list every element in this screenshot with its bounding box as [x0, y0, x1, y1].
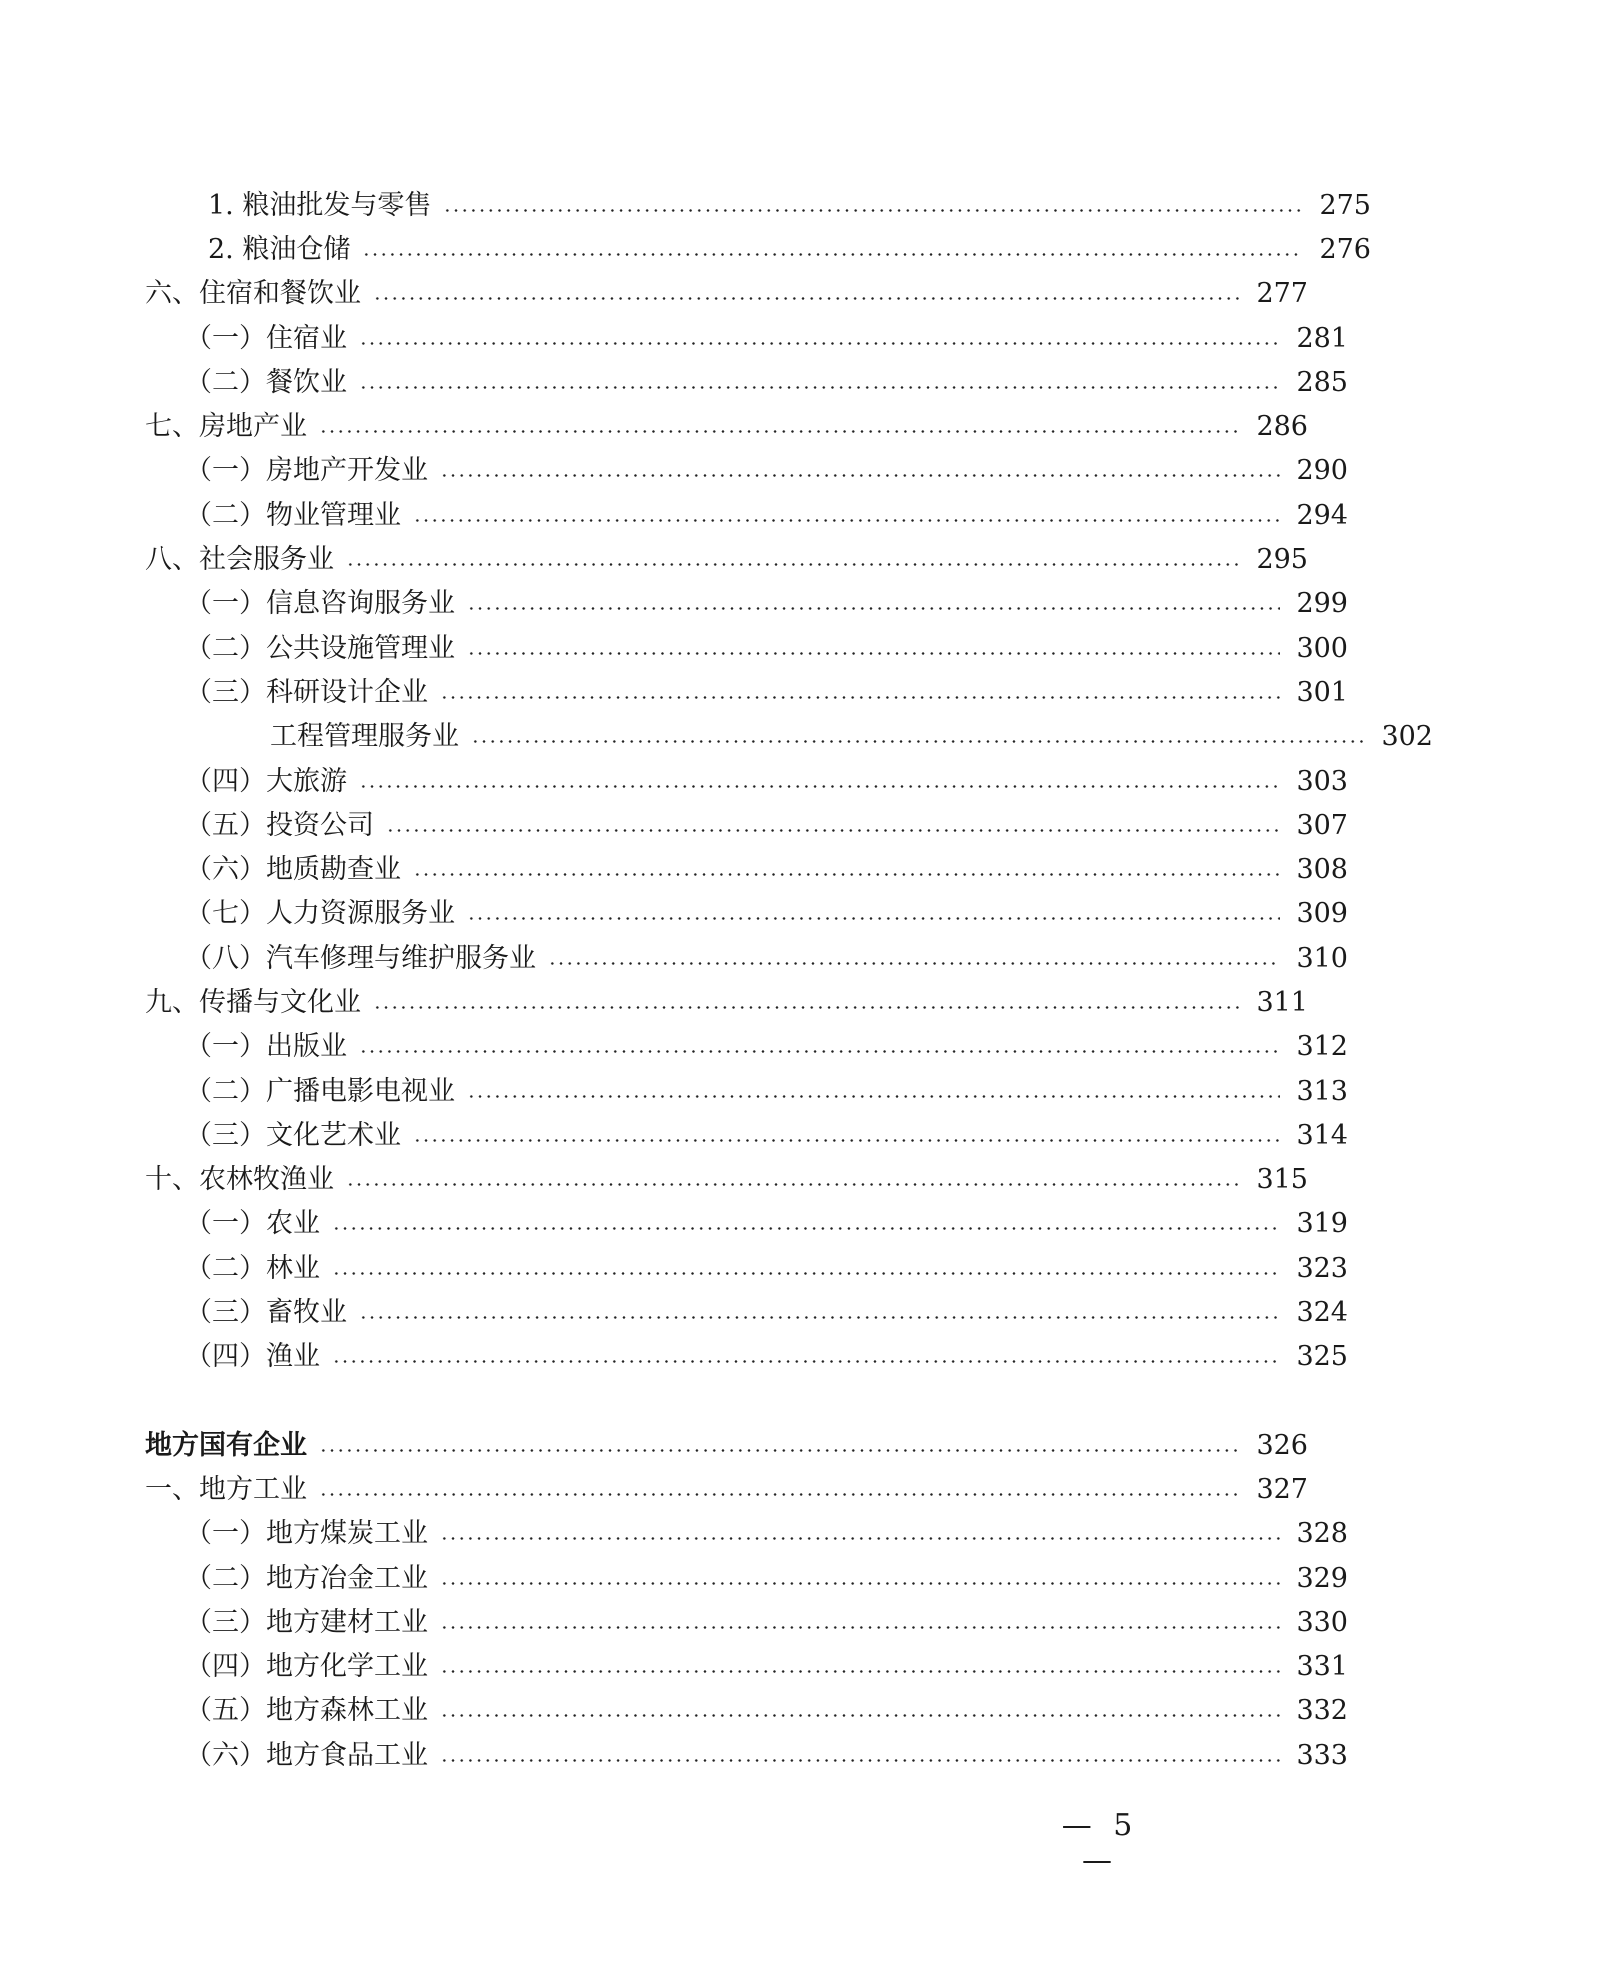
toc-entry[interactable]	[0, 936, 1513, 980]
toc-entry-title: （二）公共设施管理业	[185, 632, 455, 664]
toc-entry-title: （三）地方建材工业	[185, 1606, 428, 1638]
toc-entry-title: （一）农业	[185, 1208, 320, 1240]
toc-entry[interactable]	[0, 1467, 1473, 1511]
toc-entry-page-number: 325	[1296, 1341, 1348, 1373]
dot-leader	[359, 785, 1280, 788]
toc-entry-title: 地方国有企业	[145, 1429, 307, 1461]
dot-leader	[319, 1493, 1240, 1496]
dot-leader	[440, 474, 1280, 477]
toc-entry[interactable]	[0, 847, 1513, 891]
dot-leader	[443, 209, 1303, 212]
dot-leader	[440, 1537, 1280, 1540]
toc-entry[interactable]	[0, 1246, 1513, 1290]
toc-entry-page-number: 303	[1296, 765, 1348, 797]
toc-entry-page-number: 290	[1296, 455, 1348, 487]
toc-entry[interactable]	[0, 803, 1513, 847]
toc-entry-page-number: 277	[1256, 278, 1308, 310]
toc-entry-title: 一、地方工业	[145, 1473, 307, 1505]
toc-entry[interactable]	[0, 493, 1513, 537]
dot-leader	[319, 430, 1240, 433]
toc-entry-title: （五）投资公司	[185, 809, 374, 841]
toc-entry-page-number: 326	[1256, 1429, 1308, 1461]
page-number: — 5 —	[1061, 1808, 1139, 1878]
toc-entry-title: （二）地方冶金工业	[185, 1562, 428, 1594]
toc-entry-page-number: 329	[1296, 1562, 1348, 1594]
toc-entry-page-number: 323	[1296, 1252, 1348, 1284]
dot-leader	[332, 1227, 1280, 1230]
toc-entry[interactable]	[0, 715, 1598, 759]
toc-entry[interactable]	[0, 980, 1473, 1024]
toc-entry-page-number: 307	[1296, 809, 1348, 841]
toc-entry[interactable]	[0, 360, 1513, 404]
toc-entry-title: 2. 粮油仓储	[208, 233, 351, 265]
toc-entry-page-number: 328	[1296, 1518, 1348, 1550]
toc-entry-page-number: 324	[1296, 1297, 1348, 1329]
dot-leader	[413, 1139, 1280, 1142]
toc-entry[interactable]	[0, 1689, 1513, 1733]
toc-entry[interactable]	[0, 892, 1513, 936]
toc-entry[interactable]	[0, 1202, 1513, 1246]
toc-entry-title: （四）渔业	[185, 1341, 320, 1373]
toc-entry-title: （八）汽车修理与维护服务业	[185, 942, 536, 974]
toc-entry-title: 六、住宿和餐饮业	[145, 278, 361, 310]
toc-entry-title: （一）信息咨询服务业	[185, 588, 455, 620]
toc-entry[interactable]	[0, 537, 1473, 581]
toc-entry-page-number: 286	[1256, 411, 1308, 443]
toc-entry-title: 八、社会服务业	[145, 544, 334, 576]
toc-entry-page-number: 302	[1381, 721, 1433, 753]
toc-entry[interactable]	[0, 1556, 1513, 1600]
toc-entry[interactable]	[0, 670, 1513, 714]
toc-entry[interactable]	[0, 316, 1513, 360]
dot-leader	[413, 873, 1280, 876]
toc-entry-page-number: 332	[1296, 1695, 1348, 1727]
dot-leader	[440, 696, 1280, 699]
toc-entry[interactable]	[0, 759, 1513, 803]
dot-leader	[346, 1183, 1240, 1186]
toc-entry[interactable]	[0, 626, 1513, 670]
table-of-contents	[0, 183, 1433, 1777]
toc-entry-title: 九、传播与文化业	[145, 986, 361, 1018]
toc-entry-title: （四）地方化学工业	[185, 1651, 428, 1683]
toc-entry[interactable]	[0, 1423, 1473, 1467]
dot-leader	[467, 607, 1280, 610]
dot-leader	[373, 1006, 1240, 1009]
toc-entry[interactable]	[0, 272, 1473, 316]
toc-entry-title: （一）住宿业	[185, 322, 347, 354]
toc-entry[interactable]	[0, 582, 1513, 626]
toc-entry-title: （六）地质勘查业	[185, 854, 401, 886]
toc-entry[interactable]	[0, 183, 1536, 227]
toc-entry[interactable]	[0, 1733, 1513, 1777]
toc-entry[interactable]	[0, 227, 1536, 271]
toc-entry-title: 1. 粮油批发与零售	[208, 189, 432, 221]
toc-entry-title: （三）科研设计企业	[185, 676, 428, 708]
toc-entry-title: （三）畜牧业	[185, 1297, 347, 1329]
toc-entry-page-number: 314	[1296, 1119, 1348, 1151]
toc-entry-page-number: 327	[1256, 1473, 1308, 1505]
toc-entry[interactable]	[0, 449, 1513, 493]
dot-leader	[440, 1582, 1280, 1585]
toc-entry-page-number: 285	[1296, 366, 1348, 398]
toc-entry-page-number: 276	[1319, 233, 1371, 265]
toc-entry-title: （一）地方煤炭工业	[185, 1518, 428, 1550]
toc-entry-title: （二）广播电影电视业	[185, 1075, 455, 1107]
toc-entry[interactable]	[0, 1335, 1513, 1379]
toc-entry-page-number: 308	[1296, 854, 1348, 886]
dot-leader	[359, 1316, 1280, 1319]
dot-leader	[319, 1449, 1240, 1452]
toc-entry-page-number: 315	[1256, 1164, 1308, 1196]
toc-entry-page-number: 330	[1296, 1606, 1348, 1638]
dot-leader	[359, 1050, 1280, 1053]
dot-leader	[440, 1626, 1280, 1629]
toc-entry[interactable]	[0, 1645, 1513, 1689]
toc-entry[interactable]	[0, 1069, 1513, 1113]
dot-leader	[440, 1714, 1280, 1717]
toc-entry-page-number: 281	[1296, 322, 1348, 354]
toc-entry-title: （一）房地产开发业	[185, 455, 428, 487]
toc-entry[interactable]	[0, 1290, 1513, 1334]
toc-entry[interactable]	[0, 1158, 1473, 1202]
toc-entry-title: （五）地方森林工业	[185, 1695, 428, 1727]
toc-entry-title: （二）林业	[185, 1252, 320, 1284]
toc-entry-page-number: 301	[1296, 676, 1348, 708]
dot-leader	[440, 1759, 1280, 1762]
toc-entry-page-number: 275	[1319, 189, 1371, 221]
toc-entry[interactable]	[0, 1512, 1513, 1556]
toc-entry-title: 十、农林牧渔业	[145, 1164, 334, 1196]
toc-entry-page-number: 333	[1296, 1739, 1348, 1771]
toc-entry-page-number: 312	[1296, 1031, 1348, 1063]
toc-entry[interactable]	[0, 404, 1473, 448]
dot-leader	[548, 962, 1280, 965]
toc-entry-page-number: 313	[1296, 1075, 1348, 1107]
toc-entry[interactable]	[0, 1025, 1513, 1069]
toc-entry-page-number: 300	[1296, 632, 1348, 664]
dot-leader	[471, 740, 1365, 743]
dot-leader	[373, 297, 1240, 300]
dot-leader	[359, 342, 1280, 345]
dot-leader	[332, 1272, 1280, 1275]
dot-leader	[386, 829, 1280, 832]
toc-entry-title: （三）文化艺术业	[185, 1119, 401, 1151]
dot-leader	[362, 253, 1303, 256]
toc-entry-title: （一）出版业	[185, 1031, 347, 1063]
toc-entry-title: （七）人力资源服务业	[185, 898, 455, 930]
dot-leader	[332, 1360, 1280, 1363]
toc-entry-title: （四）大旅游	[185, 765, 347, 797]
dot-leader	[467, 1095, 1280, 1098]
toc-entry[interactable]	[0, 1113, 1513, 1157]
dot-leader	[467, 917, 1280, 920]
dot-leader	[359, 386, 1280, 389]
toc-entry-page-number: 294	[1296, 499, 1348, 531]
toc-entry-page-number: 331	[1296, 1651, 1348, 1683]
toc-entry-title: （二）物业管理业	[185, 499, 401, 531]
toc-entry-page-number: 295	[1256, 544, 1308, 576]
toc-entry-title: （六）地方食品工业	[185, 1739, 428, 1771]
dot-leader	[467, 652, 1280, 655]
toc-entry-title: 工程管理服务业	[270, 721, 459, 753]
toc-entry-page-number: 309	[1296, 898, 1348, 930]
toc-entry-title: 七、房地产业	[145, 411, 307, 443]
toc-entry[interactable]	[0, 1600, 1513, 1644]
toc-entry-title: （二）餐饮业	[185, 366, 347, 398]
dot-leader	[413, 519, 1280, 522]
toc-entry-page-number: 311	[1256, 986, 1308, 1018]
toc-entry-page-number: 319	[1296, 1208, 1348, 1240]
dot-leader	[440, 1670, 1280, 1673]
dot-leader	[346, 563, 1240, 566]
toc-entry-page-number: 299	[1296, 588, 1348, 620]
toc-entry-page-number: 310	[1296, 942, 1348, 974]
